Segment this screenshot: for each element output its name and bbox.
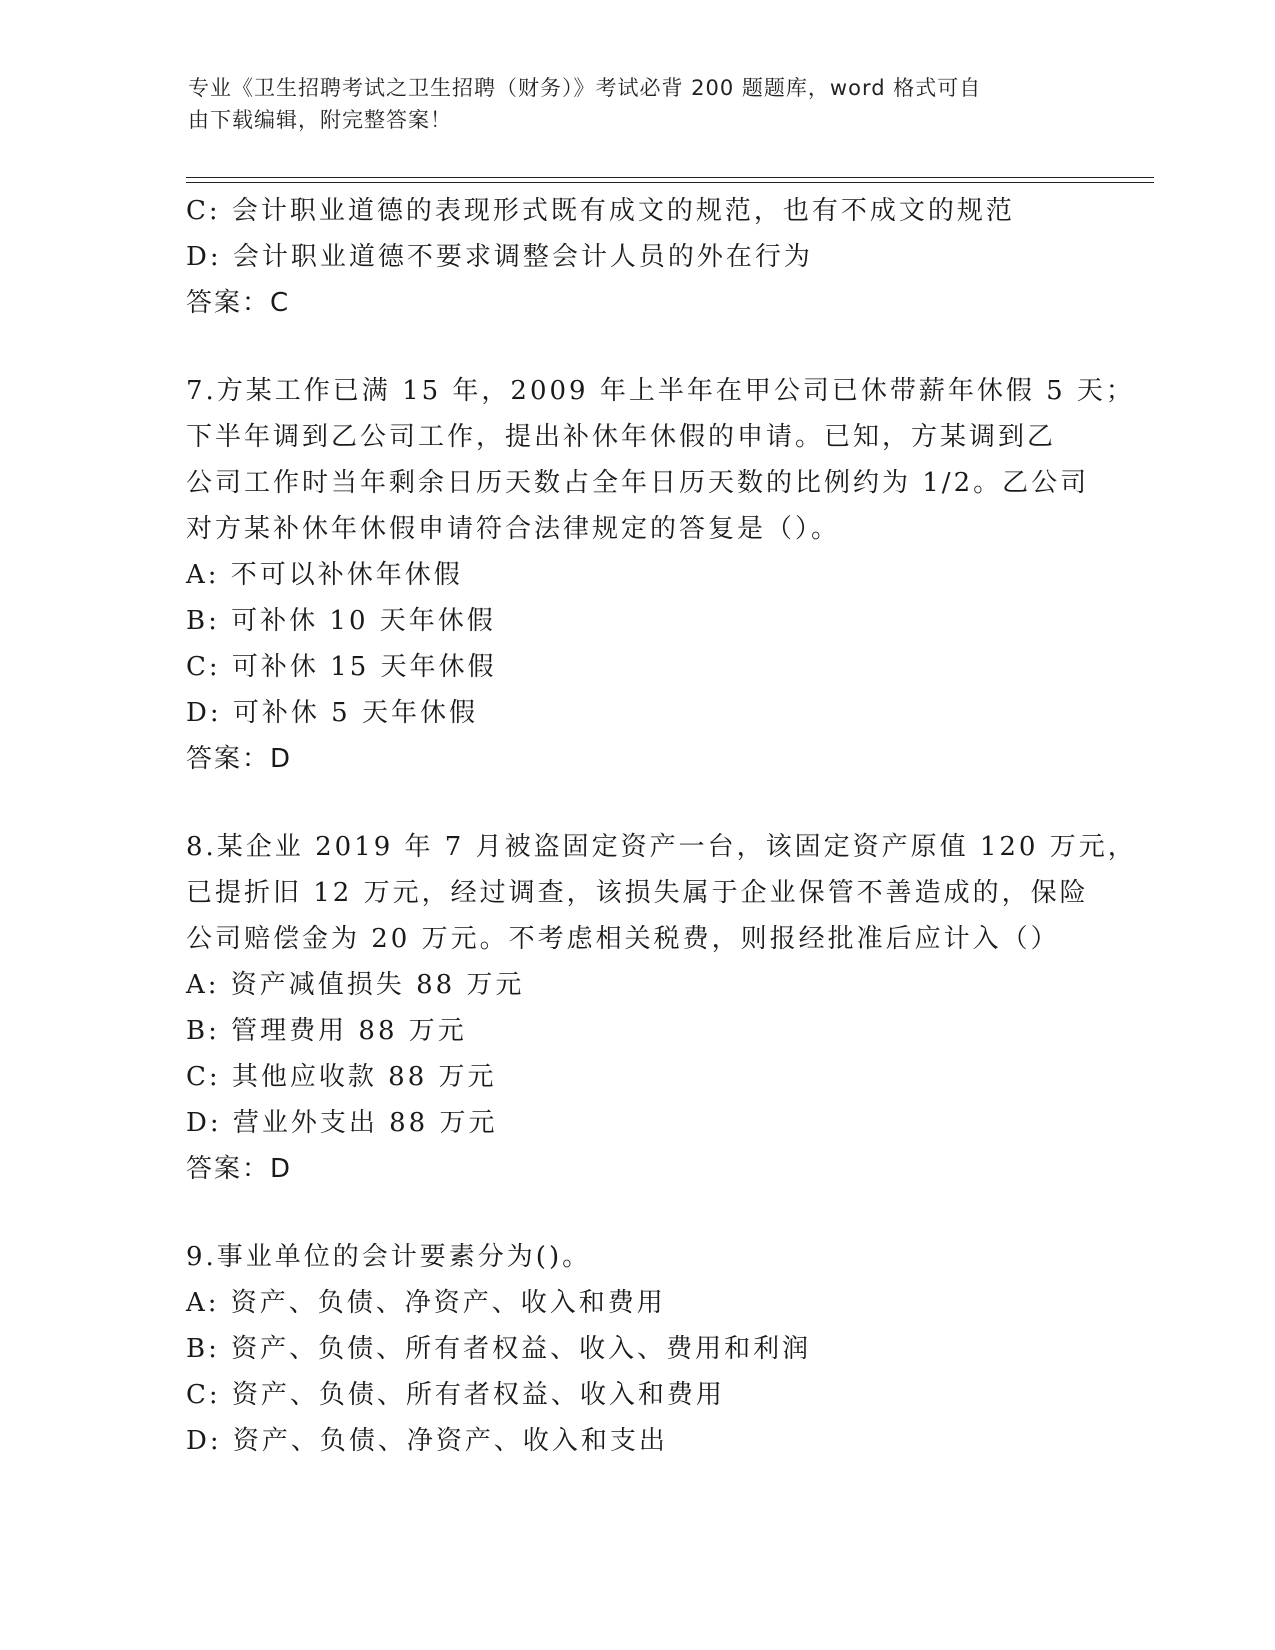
- question-9-block: [186, 1234, 1086, 1464]
- question-7-block: [186, 368, 1135, 782]
- header-rule-top: [186, 177, 1154, 178]
- question-7-text-line-2: 下半年调到乙公司工作，提出补休年休假的申请。已知，方某调到乙: [186, 422, 1057, 452]
- header-line-1: 专业《卫生招聘考试之卫生招聘（财务）》考试必背 200 题题库，word 格式可自: [188, 76, 982, 100]
- option-c: C: 会计职业道德的表现形式既有成文的规范，也有不成文的规范: [186, 196, 1015, 226]
- question-9-text-line-1: 9.事业单位的会计要素分为()。: [186, 1242, 592, 1272]
- option-d: D: 可补休 5 天年休假: [186, 698, 478, 728]
- question-8-text-line-1: 8.某企业 2019 年 7 月被盗固定资产一台，该固定资产原值 120 万元，: [186, 832, 1137, 862]
- answer-line: 答案：D: [186, 1154, 293, 1184]
- prev-question-block: [186, 188, 1086, 326]
- question-7-text-line-1: 7.方某工作已满 15 年，2009 年上半年在甲公司已休带薪年休假 5 天；: [186, 376, 1135, 406]
- option-c: C: 其他应收款 88 万元: [186, 1062, 497, 1092]
- question-7-text-line-3: 公司工作时当年剩余日历天数占全年日历天数的比例约为 1/2。乙公司: [186, 468, 1090, 498]
- option-d: D: 资产、负债、净资产、收入和支出: [186, 1426, 668, 1456]
- option-a: A: 资产、负债、净资产、收入和费用: [186, 1288, 666, 1318]
- option-b: B: 可补休 10 天年休假: [186, 606, 496, 636]
- question-8-text-line-2: 已提折旧 12 万元，经过调查，该损失属于企业保管不善造成的，保险: [186, 878, 1089, 908]
- header-line-2: 由下载编辑，附完整答案！: [188, 108, 452, 132]
- option-b: B: 资产、负债、所有者权益、收入、费用和利润: [186, 1334, 812, 1364]
- option-c: C: 可补休 15 天年休假: [186, 652, 497, 682]
- option-a: A: 资产减值损失 88 万元: [186, 970, 525, 1000]
- document-body: [186, 188, 1137, 1464]
- option-d: D: 营业外支出 88 万元: [186, 1108, 498, 1138]
- question-8-block: [186, 824, 1137, 1192]
- option-b: B: 管理费用 88 万元: [186, 1016, 467, 1046]
- header-rule-bottom: [186, 182, 1154, 183]
- question-7-text-line-4: 对方某补休年休假申请符合法律规定的答复是（）。: [186, 514, 841, 544]
- option-c: C: 资产、负债、所有者权益、收入和费用: [186, 1380, 725, 1410]
- answer-line: 答案：C: [186, 288, 291, 318]
- option-d: D: 会计职业道德不要求调整会计人员的外在行为: [186, 242, 813, 272]
- option-a: A: 不可以补休年休假: [186, 560, 463, 590]
- document-header: [188, 72, 1068, 136]
- question-8-text-line-3: 公司赔偿金为 20 万元。不考虑相关税费，则报经批准后应计入（）: [186, 924, 1060, 954]
- answer-line: 答案：D: [186, 744, 293, 774]
